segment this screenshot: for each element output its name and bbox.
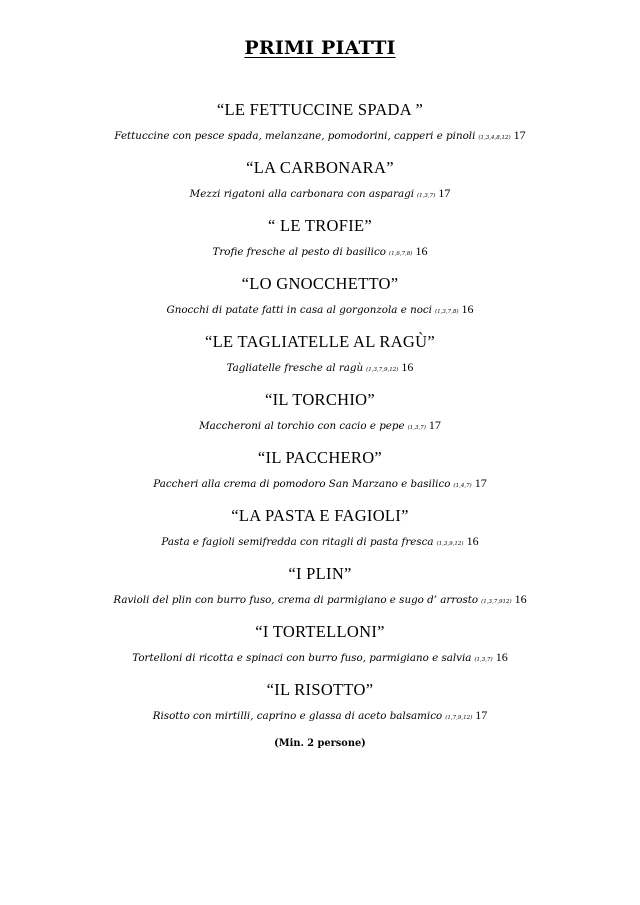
dish-description (0, 360, 640, 375)
dish-price: 16 (466, 534, 479, 548)
dish-price: 16 (514, 592, 527, 606)
dish-description-text: Paccheri alla crema di pomodoro San Marzano e basilico (153, 478, 451, 490)
dish-description-text: Trofie fresche al pesto di basilico (212, 246, 386, 258)
dish-description-text: Risotto con mirtilli, caprino e glassa di aceto balsamico (152, 710, 443, 722)
dish-allergens: (1,3,4,8,12) (478, 135, 511, 141)
dish-price: 17 (474, 476, 487, 490)
dish-price: 16 (495, 650, 508, 664)
dish-name: “LE FETTUCCINE SPADA ” (216, 100, 424, 119)
dish-description (0, 128, 640, 143)
dish-price: 16 (401, 360, 414, 374)
dish-allergens: (1,6,7,8) (388, 251, 413, 257)
dish-description-text: Ravioli del plin con burro fuso, crema di parmigiano e sugo d’ arrosto (113, 594, 479, 606)
dish-allergens: (1,3,7) (417, 193, 436, 199)
dish-item (0, 448, 640, 506)
dish-name: “LO GNOCCHETTO” (241, 274, 399, 293)
dish-description-text: Tortelloni di ricotta e spinaci con burro fuso, parmigiano e salvia (132, 652, 472, 664)
dish-description (0, 534, 640, 549)
dish-description (0, 418, 640, 433)
dish-allergens: (1,3,7) (407, 425, 426, 431)
dish-description (0, 186, 640, 201)
dish-description-text: Pasta e fagioli semifredda con ritagli di pasta fresca (161, 536, 434, 548)
dish-item (0, 506, 640, 564)
dish-item (0, 216, 640, 274)
min-persons-note: (Min. 2 persone) (274, 738, 366, 749)
dish-description (0, 244, 640, 259)
dish-item (0, 100, 640, 158)
dish-allergens: (1,3,7) (474, 657, 493, 663)
dish-name: “I TORTELLONI” (255, 622, 385, 641)
dish-list (0, 100, 640, 738)
dish-description (0, 650, 640, 665)
dish-price: 16 (461, 302, 474, 316)
dish-name: “I PLIN” (288, 564, 352, 583)
dish-item (0, 680, 640, 738)
dish-name: “LE TAGLIATELLE AL RAGÙ” (205, 332, 435, 351)
dish-price: 16 (415, 244, 428, 258)
dish-item (0, 332, 640, 390)
dish-name: “IL RISOTTO” (266, 680, 374, 699)
dish-price: 17 (513, 128, 526, 142)
page-title: PRIMI PIATTI (244, 37, 396, 59)
dish-description-text: Tagliatelle fresche al ragù (226, 362, 364, 374)
dish-item (0, 622, 640, 680)
dish-item (0, 158, 640, 216)
dish-name: “IL PACCHERO” (257, 448, 383, 467)
dish-allergens: (1,4,7) (453, 483, 472, 489)
dish-price: 17 (428, 418, 441, 432)
dish-description (0, 476, 640, 491)
dish-description-text: Fettuccine con pesce spada, melanzane, pomodorini, capperi e pinoli (114, 130, 476, 142)
dish-description-text: Maccheroni al torchio con cacio e pepe (199, 420, 405, 432)
dish-name: “LA PASTA E FAGIOLI” (231, 506, 409, 525)
dish-price: 17 (438, 186, 451, 200)
dish-description-text: Mezzi rigatoni alla carbonara con asparagi (189, 188, 415, 200)
dish-item (0, 274, 640, 332)
dish-allergens: (1,3,9,12) (436, 541, 464, 547)
dish-allergens: (1,3,7,8) (434, 309, 459, 315)
dish-description (0, 592, 640, 607)
dish-allergens: (1,3,7,9,12) (366, 367, 399, 373)
dish-description-text: Gnocchi di patate fatti in casa al gorgonzola e noci (166, 304, 432, 316)
dish-description (0, 302, 640, 317)
dish-name: “LA CARBONARA” (246, 158, 394, 177)
dish-price: 17 (475, 708, 488, 722)
dish-item (0, 564, 640, 622)
dish-allergens: (1,3,7,912) (481, 599, 512, 605)
dish-allergens: (1,7,9,12) (445, 715, 473, 721)
dish-name: “ LE TROFIE” (267, 216, 373, 235)
dish-name: “IL TORCHIO” (264, 390, 376, 409)
dish-description (0, 708, 640, 723)
dish-item (0, 390, 640, 448)
